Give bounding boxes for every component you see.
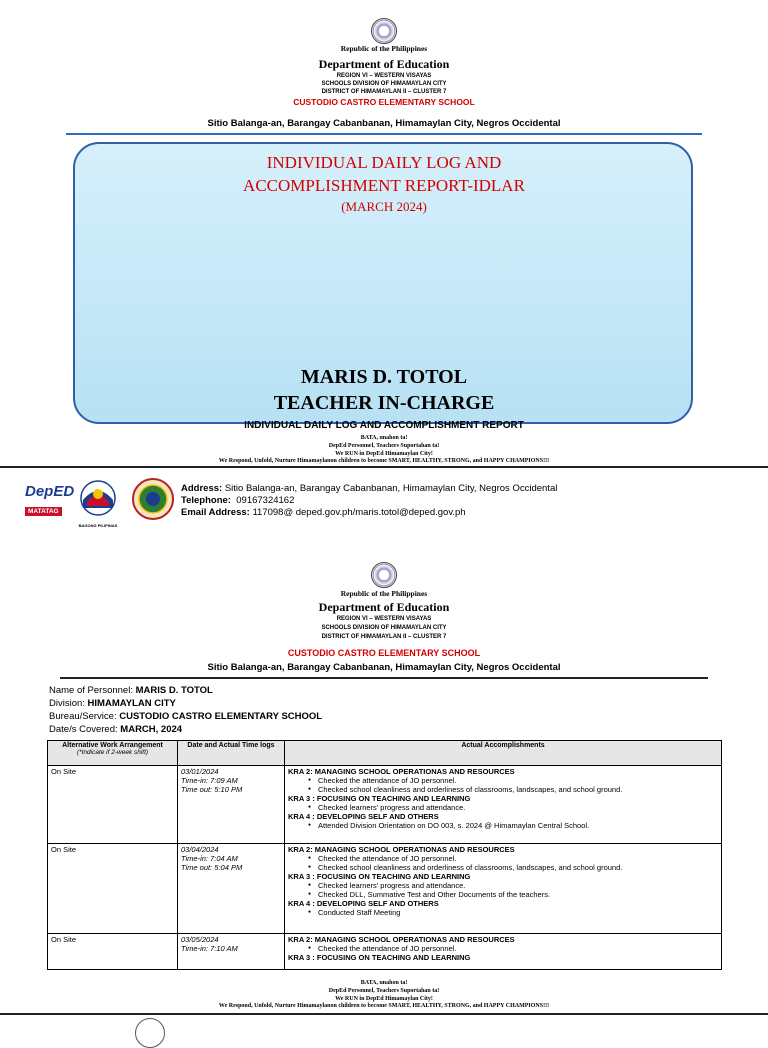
footer2-line3: We RUN in DepEd Himamaylan City! bbox=[335, 996, 433, 1002]
cover-name: MARIS D. TOTOL bbox=[300, 366, 468, 388]
school-name-2: CUSTODIO CASTRO ELEMENTARY SCHOOL bbox=[287, 648, 481, 658]
cover-title-line2: ACCOMPLISHMENT REPORT-IDLAR bbox=[243, 176, 525, 195]
footer2-line1: BATA, unahon ta! bbox=[360, 980, 408, 986]
name-label: Name of Personnel: bbox=[49, 685, 133, 696]
cover-title-line1: INDIVIDUAL DAILY LOG AND bbox=[266, 153, 502, 172]
arrangement-cell: On Site bbox=[48, 934, 178, 970]
telephone-label: Telephone: bbox=[181, 495, 231, 506]
cover-position: TEACHER IN-CHARGE bbox=[273, 392, 495, 414]
footer2-line4: We Respond, Unfold, Nurture Himamaylanon children to become SMART, HEALTHY, STRONG, and HAPPY CHAMPIONS!!! bbox=[218, 1003, 550, 1009]
header-divider bbox=[66, 133, 702, 135]
dates-value: MARCH, 2024 bbox=[120, 724, 183, 735]
district-text-2: DISTRICT OF HIMAMAYLAN II – CLUSTER 7 bbox=[321, 634, 447, 640]
col-accomplishments-header: Actual Accomplishments bbox=[285, 741, 722, 766]
deped-seal-icon bbox=[371, 18, 397, 44]
accomplishments-cell: KRA 2: MANAGING SCHOOL OPERATIONAS AND RESOURCES ● Checked the attendance of JO personnel. ● Checked school cleanliness and orderliness of classrooms, landscapes, and school ground. KRA 3 : FOCUSING ON TEACHING AND LEARNING ● Checked learners' progress and attendance. KRA 4 : DEVELOPING SELF AND OTHERS ● Attended Division Orientation on DO 003, s. 2024 @ Himamaylan Central School. bbox=[285, 766, 722, 844]
department-text: Department of Education bbox=[318, 57, 450, 71]
arrangement-cell: On Site bbox=[48, 766, 178, 844]
region-text-2: REGION VI – WESTERN VISAYAS bbox=[336, 616, 432, 622]
school-seal-icon-2 bbox=[135, 1018, 165, 1048]
footer2-line2: DepEd Personnel, Teachers Suportahan ta! bbox=[328, 988, 440, 994]
school-seal-logo bbox=[131, 477, 175, 521]
col-arrangement-header: Alternative Work Arrangement (*Indicate if 2-week shift) bbox=[48, 741, 178, 766]
contact-block bbox=[181, 483, 557, 519]
footer-line3: We RUN in DepEd Himamaylan City! bbox=[335, 451, 433, 457]
footer-line2: DepEd Personnel, Teachers Suportahan ta! bbox=[328, 443, 440, 449]
republic-text: Republic of the Philippines bbox=[340, 44, 428, 53]
telephone-value: 09167324162 bbox=[236, 495, 295, 506]
region-text: REGION VI – WESTERN VISAYAS bbox=[336, 73, 432, 79]
footer-line1: BATA, unahon ta! bbox=[360, 435, 408, 441]
date-cell: 03/04/2024 Time-in: 7:04 AM Time out: 5:04 PM bbox=[178, 844, 285, 934]
deped-matatag-logo bbox=[25, 484, 75, 524]
school-address-2: Sitio Balanga-an, Barangay Cabanbanan, Himamaylan City, Negros Occidental bbox=[207, 662, 561, 673]
republic-text-2: Republic of the Philippines bbox=[340, 589, 428, 598]
table-row bbox=[48, 766, 722, 844]
col-date-header: Date and Actual Time logs bbox=[178, 741, 285, 766]
division-value: HIMAMAYLAN CITY bbox=[87, 698, 176, 709]
bagong-pilipinas-icon bbox=[77, 478, 119, 518]
footer2-divider bbox=[0, 1013, 768, 1015]
table-row bbox=[48, 934, 722, 970]
table-row bbox=[48, 844, 722, 934]
log-table bbox=[47, 740, 722, 970]
deped-logo-text: DepED bbox=[25, 483, 75, 500]
date-cell: 03/05/2024 Time-in: 7:10 AM bbox=[178, 934, 285, 970]
division-text: SCHOOLS DIVISION OF HIMAMAYLAN CITY bbox=[321, 81, 447, 87]
arrangement-cell: On Site bbox=[48, 844, 178, 934]
school-name: CUSTODIO CASTRO ELEMENTARY SCHOOL bbox=[293, 97, 475, 107]
cover-period: (MARCH 2024) bbox=[341, 199, 427, 214]
department-text-2: Department of Education bbox=[318, 600, 450, 614]
address-label: Address: bbox=[181, 483, 223, 494]
bagong-pilipinas-logo bbox=[77, 478, 119, 528]
school-seal-icon bbox=[131, 477, 175, 521]
deped-seal-icon-2 bbox=[371, 562, 397, 588]
footer-divider bbox=[0, 466, 768, 468]
school-address: Sitio Balanga-an, Barangay Cabanbanan, Himamaylan City, Negros Occidental bbox=[207, 118, 561, 129]
email-value: 117098@ deped.gov.ph/maris.totol@deped.gov.ph bbox=[252, 507, 466, 518]
accomplishments-cell: KRA 2: MANAGING SCHOOL OPERATIONAS AND RESOURCES ● Checked the attendance of JO personnel. KRA 3 : FOCUSING ON TEACHING AND LEARNING bbox=[285, 934, 722, 970]
header-divider-2 bbox=[60, 677, 708, 679]
cover-overlap-caption: INDIVIDUAL DAILY LOG AND ACCOMPLISHMENT REPORT bbox=[244, 420, 524, 431]
name-value: MARIS D. TOTOL bbox=[135, 685, 213, 696]
matatag-logo-text: MATATAG bbox=[25, 507, 62, 516]
division-text-2: SCHOOLS DIVISION OF HIMAMAYLAN CITY bbox=[321, 625, 447, 631]
table-header-row bbox=[48, 741, 722, 766]
accomplishments-cell: KRA 2: MANAGING SCHOOL OPERATIONAS AND RESOURCES ● Checked the attendance of JO personnel. ● Checked school cleanliness and orderliness of classrooms, landscapes, and school ground. KRA 3 : FOCUSING ON TEACHING AND LEARNING ● Checked learners' progress and attendance. ● Checked DLL, Summative Test and Other Documents of the teachers. KRA 4 : DEVELOPING SELF AND OTHERS ● Conducted Staff Meeting bbox=[285, 844, 722, 934]
district-text: DISTRICT OF HIMAMAYLAN II – CLUSTER 7 bbox=[321, 89, 447, 95]
email-label: Email Address: bbox=[181, 507, 250, 518]
division-label: Division: bbox=[49, 698, 85, 709]
bagong-pilipinas-text: BAGONG PILIPINAS bbox=[78, 523, 118, 528]
date-cell: 03/01/2024 Time-in: 7:09 AM Time out: 5:10 PM bbox=[178, 766, 285, 844]
address-value: Sitio Balanga-an, Barangay Cabanbanan, Himamaylan City, Negros Occidental bbox=[224, 483, 558, 494]
dates-label: Date/s Covered: bbox=[49, 724, 118, 735]
personnel-info bbox=[49, 684, 322, 736]
bureau-value: CUSTODIO CASTRO ELEMENTARY SCHOOL bbox=[119, 711, 323, 722]
footer-line4: We Respond, Unfold, Nurture Himamaylanon children to become SMART, HEALTHY, STRONG, and HAPPY CHAMPIONS!!! bbox=[218, 458, 550, 464]
bureau-label: Bureau/Service: bbox=[49, 711, 117, 722]
